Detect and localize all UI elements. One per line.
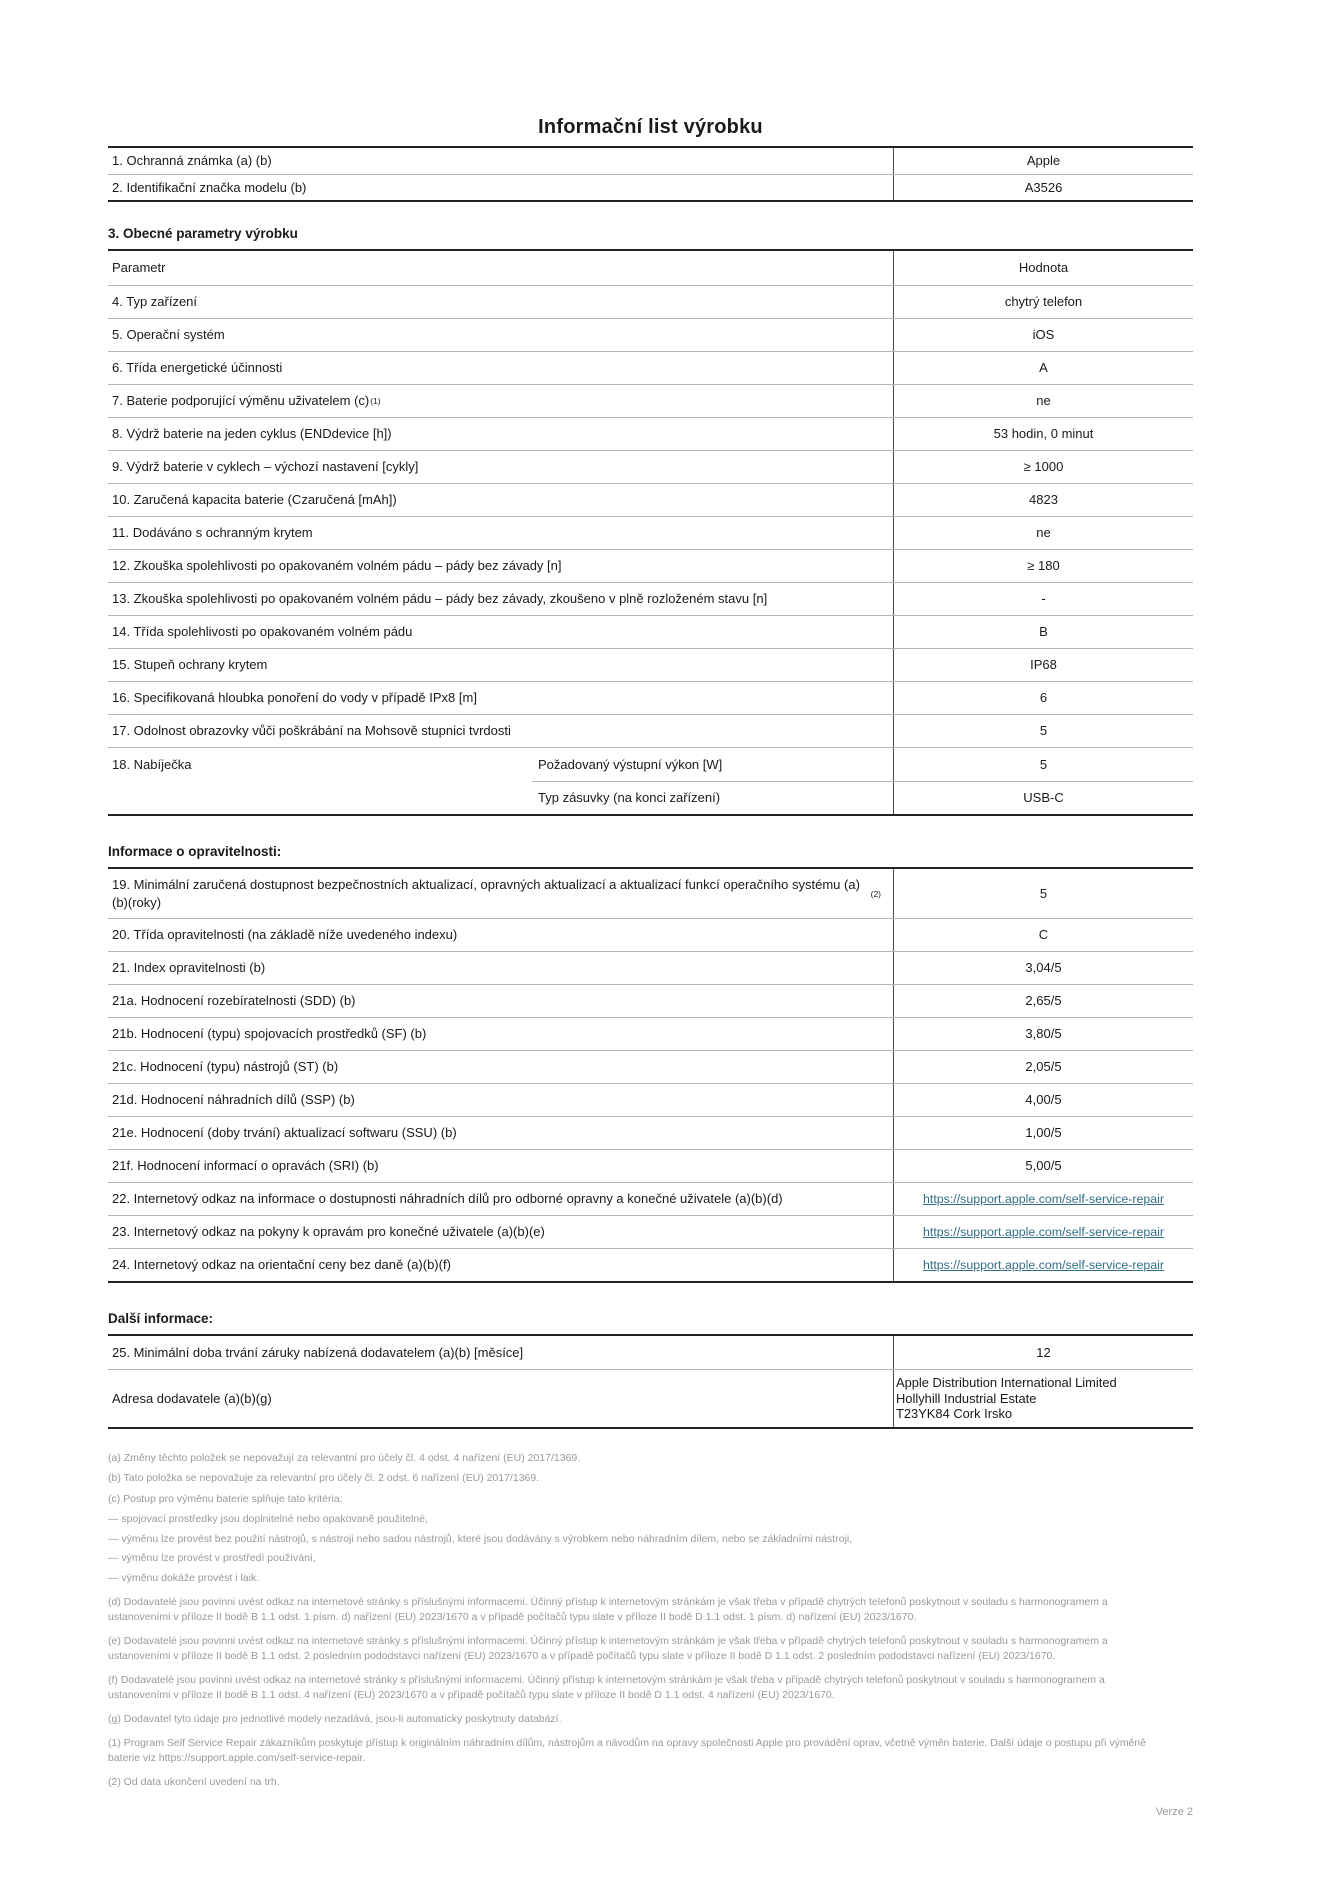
table-row: [108, 1050, 1193, 1083]
charger-subrow: [532, 781, 1193, 814]
address-line: T23YK84 Cork Irsko: [896, 1406, 1013, 1422]
table-header-row: [108, 251, 1193, 285]
table-row: [108, 318, 1193, 351]
table-row: [108, 984, 1193, 1017]
row-label: 19. Minimální zaručená dostupnost bezpečnostních aktualizací, opravných aktualizací a aktualizací funkcí operačního systému (a)(b)(roky) (2): [112, 877, 881, 910]
row-value: [893, 1216, 1193, 1248]
row-label-text: 12. Zkouška spolehlivosti po opakovaném volném pádu – pády bez závady [n]: [112, 558, 562, 574]
row-label: [108, 319, 893, 351]
row-value: 4823: [893, 484, 1193, 516]
row-label-text: 10. Zaručená kapacita baterie (Czaručená [mAh]): [112, 492, 397, 508]
row-value: B: [893, 616, 1193, 648]
repairability-table: [108, 867, 1193, 1283]
row-label-text: 21d. Hodnocení náhradních dílů (SSP) (b): [112, 1092, 355, 1108]
row-value: 3,80/5: [893, 1018, 1193, 1050]
row-value: IP68: [893, 649, 1193, 681]
footnote: (f) Dodavatelé jsou povinni uvést odkaz na internetové stránky s příslušnými informacemi. Účinný přístup k internetovým stránkám je však třeba v případě chytrých telefonů poskytnout v souladu s harmonogramem a ustanoveními v příloze II bodě B 1.1 odst. 4 nařízení (EU) 2023/1670 a v případě počítačů typu slate v příloze II bodě D 1.1 odst. 4 nařízení (EU) 2023/1670.: [108, 1674, 1105, 1701]
row-label: [108, 1150, 893, 1182]
table-row: [108, 549, 1193, 582]
footnote: (b) Tato položka se nepovažuje za relevantní pro účely čl. 2 odst. 6 nařízení (EU) 2017/1369.: [108, 1472, 540, 1485]
row-value: A3526: [893, 175, 1193, 201]
address-line: Apple Distribution International Limited: [896, 1375, 1117, 1391]
subrow-value: 5: [893, 748, 1193, 781]
row-label: [108, 583, 893, 615]
footnote: (2) Od data ukončení uvedení na trh.: [108, 1776, 280, 1789]
row-label-text: 13. Zkouška spolehlivosti po opakovaném volném pádu – pády bez závady, zkoušeno v plně rozloženém stavu [n]: [112, 591, 768, 607]
table-row: [108, 1248, 1193, 1281]
row-label-text: 21f. Hodnocení informací o opravách (SRI) (b): [112, 1158, 379, 1174]
table-row: [108, 417, 1193, 450]
identification-table: [108, 146, 1193, 202]
supplier-address-row: [108, 1369, 1193, 1427]
table-row: [108, 582, 1193, 615]
row-label-text: 21b. Hodnocení (typu) spojovacích prostředků (SF) (b): [112, 1026, 427, 1042]
row-label-text: 24. Internetový odkaz na orientační ceny bez daně (a)(b)(f): [112, 1257, 451, 1273]
row-value: chytrý telefon: [893, 286, 1193, 318]
column-header-hodnota: Hodnota: [893, 251, 1193, 285]
table-row: [108, 1215, 1193, 1248]
row-value: 4,00/5: [893, 1084, 1193, 1116]
charger-row: [108, 747, 1193, 814]
row-label: [108, 649, 893, 681]
row-value: C: [893, 919, 1193, 951]
row-value: [893, 1183, 1193, 1215]
table-row: [108, 1182, 1193, 1215]
footnote: (e) Dodavatelé jsou povinni uvést odkaz na internetové stránky s příslušnými informacemi. Účinný přístup k internetovým stránkám je však třeba v případě chytrých telefonů poskytnout v souladu s harmonogramem a ustanoveními v příloze II bodě B 1.1 odst. 2 posledním pododstavci nařízení (EU) 2023/1670 a v případě počítačů typu slate v příloze II bodě D 1.1 odst. 2 posledním pododstavci nařízení (EU) 2023/1670.: [108, 1635, 1108, 1662]
footnote: (c) Postup pro výměnu baterie splňuje tato kritéria:: [108, 1492, 343, 1505]
row-label-text: 8. Výdrž baterie na jeden cyklus (ENDdevice [h]): [112, 426, 392, 442]
row-label: [108, 1051, 893, 1083]
row-label-text: 4. Typ zařízení: [112, 294, 198, 310]
table-row: [108, 148, 1193, 174]
row-value: 3,04/5: [893, 952, 1193, 984]
table-row: [108, 951, 1193, 984]
row-label: [108, 1117, 893, 1149]
row-label-text: 21e. Hodnocení (doby trvání) aktualizací softwaru (SSU) (b): [112, 1125, 457, 1141]
row-label-text: 7. Baterie podporující výměnu uživatelem (c): [112, 393, 370, 409]
row-label: 25. Minimální doba trvání záruky nabízená dodavatelem (a)(b) [měsíce]: [112, 1344, 524, 1360]
row-value: ≥ 180: [893, 550, 1193, 582]
row-value: 5,00/5: [893, 1150, 1193, 1182]
footnote: — výměnu dokáže provést i laik.: [108, 1571, 260, 1584]
row-value: 5: [893, 869, 1193, 918]
column-header-parametr: Parametr: [112, 260, 166, 276]
table-row: [108, 1336, 1193, 1369]
row-value: 5: [893, 715, 1193, 747]
table-row: [108, 384, 1193, 417]
row-label-text: 22. Internetový odkaz na informace o dostupnosti náhradních dílů pro odborné opravny a konečné uživatele (a)(b)(d): [112, 1191, 783, 1207]
document-content: [108, 0, 1193, 1818]
row-label: [108, 1084, 893, 1116]
row-value: Apple: [893, 148, 1193, 174]
row-label: [108, 352, 893, 384]
charger-subrow: [532, 748, 1193, 781]
row-label-text: 11. Dodáváno s ochranným krytem: [112, 525, 313, 541]
footnote: — spojovací prostředky jsou doplnitelné nebo opakovaně použitelné,: [108, 1513, 428, 1526]
table-row: [108, 174, 1193, 201]
row-label: [108, 715, 893, 747]
table-row: [108, 869, 1193, 918]
table-row: [108, 1116, 1193, 1149]
footnote: (d) Dodavatelé jsou povinni uvést odkaz na internetové stránky s příslušnými informacemi. Účinný přístup k internetovým stránkám je však třeba v případě chytrých telefonů poskytnout v souladu s harmonogramem a ustanoveními v příloze II bodě B 1.1 odst. 1 písm. d) nařízení (EU) 2023/1670 a v případě počítačů typu slate v příloze II bodě D 1.1 odst. 1 písm. d) nařízení (EU) 2023/1670.: [108, 1596, 1108, 1623]
page-title: Informační list výrobku: [538, 116, 763, 138]
row-label: [108, 952, 893, 984]
footnote: (1) Program Self Service Repair zákazníkům poskytuje přístup k originálním náhradním dílům, nástrojům a návodům na opravy společnosti Apple pro provádění oprav, včetně výměn baterie. Další údaje o postupu při výměně baterie viz https://support.apple.com/self-service-repair.: [108, 1737, 1147, 1764]
row-label-text: 15. Stupeň ochrany krytem: [112, 657, 268, 673]
row-label: Adresa dodavatele (a)(b)(g): [112, 1390, 272, 1406]
row-value: 1,00/5: [893, 1117, 1193, 1149]
table-row: [108, 1149, 1193, 1182]
row-label: [108, 1018, 893, 1050]
row-label: [108, 484, 893, 516]
row-label-text: 17. Odolnost obrazovky vůči poškrábání na Mohsově stupnici tvrdosti: [112, 723, 511, 739]
row-label-text: 21a. Hodnocení rozebíratelnosti (SDD) (b): [112, 993, 356, 1009]
row-label: 1. Ochranná známka (a) (b): [112, 153, 272, 168]
support-link[interactable]: https://support.apple.com/self-service-repair: [922, 1191, 1165, 1206]
table-row: [108, 351, 1193, 384]
subrow-label: Typ zásuvky (na konci zařízení): [538, 790, 721, 806]
support-link[interactable]: https://support.apple.com/self-service-repair: [922, 1257, 1165, 1272]
version-label: Verze 2: [1155, 1805, 1193, 1818]
row-label-text: 9. Výdrž baterie v cyklech – výchozí nastavení [cykly]: [112, 459, 419, 475]
subrow-value: USB-C: [893, 782, 1193, 814]
footnotes: [108, 1451, 1156, 1790]
general-parameters-table: [108, 249, 1193, 816]
row-label: [108, 919, 893, 951]
section-repair-heading: Informace o opravitelnosti:: [108, 844, 282, 860]
row-label: [108, 985, 893, 1017]
subrow-label: Požadovaný výstupní výkon [W]: [538, 756, 723, 772]
table-row: [108, 285, 1193, 318]
row-label: [108, 550, 893, 582]
row-value: 53 hodin, 0 minut: [893, 418, 1193, 450]
row-label-text: 21c. Hodnocení (typu) nástrojů (ST) (b): [112, 1059, 339, 1075]
row-label: [108, 286, 893, 318]
footnote: — výměnu lze provést v prostředí používání,: [108, 1552, 316, 1565]
row-value: 6: [893, 682, 1193, 714]
row-label-text: 20. Třída opravitelnosti (na základě níže uvedeného indexu): [112, 927, 458, 943]
table-row: [108, 648, 1193, 681]
row-value: 2,65/5: [893, 985, 1193, 1017]
row-value: 12: [893, 1336, 1193, 1369]
table-row: [108, 714, 1193, 747]
footnote: (g) Dodavatel tyto údaje pro jednotlivé modely nezadává, jsou-li automaticky poskytnuty databází.: [108, 1712, 562, 1725]
row-label: 18. Nabíječka: [112, 757, 192, 773]
table-row: [108, 1083, 1193, 1116]
row-label-text: 21. Index opravitelnosti (b): [112, 960, 266, 976]
row-label-text: 14. Třída spolehlivosti po opakovaném volném pádu: [112, 624, 413, 640]
row-value: ne: [893, 385, 1193, 417]
row-label: [108, 1249, 893, 1281]
table-row: [108, 483, 1193, 516]
supplier-address: [893, 1370, 1193, 1427]
table-row: [108, 918, 1193, 951]
row-label: [108, 1216, 893, 1248]
row-label: [108, 616, 893, 648]
address-line: Hollyhill Industrial Estate: [896, 1390, 1037, 1406]
table-row: [108, 1017, 1193, 1050]
row-label: [108, 418, 893, 450]
row-label: [108, 682, 893, 714]
row-value: iOS: [893, 319, 1193, 351]
row-label-text: 19. Minimální zaručená dostupnost bezpečnostních aktualizací, opravných aktualizací a aktualizací funkcí operačního systému (a)(b)(roky): [112, 877, 860, 910]
row-label-text: 5. Operační systém: [112, 327, 225, 343]
row-label-text: 23. Internetový odkaz na pokyny k opravám pro konečné uživatele (a)(b)(e): [112, 1224, 545, 1240]
table-row: [108, 516, 1193, 549]
row-label: 2. Identifikační značka modelu (b): [112, 179, 307, 195]
row-value: 2,05/5: [893, 1051, 1193, 1083]
table-row: [108, 615, 1193, 648]
row-label-text: 6. Třída energetické účinnosti: [112, 360, 283, 376]
footnote: — výměnu lze provést bez použití nástrojů, s nástroji nebo sadou nástrojů, které jsou dodávány s výrobkem nebo náhradním dílem, nebo se základními nástroji,: [108, 1532, 853, 1545]
row-value: [893, 1249, 1193, 1281]
other-info-table: [108, 1334, 1193, 1429]
row-label: [108, 517, 893, 549]
row-value: ne: [893, 517, 1193, 549]
section-other-heading: Další informace:: [108, 1311, 214, 1327]
row-value: -: [893, 583, 1193, 615]
footnote: (a) Změny těchto položek se nepovažují za relevantní pro účely čl. 4 odst. 4 nařízení (EU) 2017/1369.: [108, 1451, 581, 1464]
section-general-heading: 3. Obecné parametry výrobku: [108, 226, 298, 242]
support-link[interactable]: https://support.apple.com/self-service-repair: [922, 1224, 1165, 1239]
row-label-text: 16. Specifikovaná hloubka ponoření do vody v případě IPx8 [m]: [112, 690, 477, 706]
row-value: ≥ 1000: [893, 451, 1193, 483]
row-label: 7. Baterie podporující výměnu uživatelem (c) (1): [112, 393, 381, 409]
table-row: [108, 450, 1193, 483]
row-label: [108, 1183, 893, 1215]
table-row: [108, 681, 1193, 714]
charger-subrows: [532, 748, 1193, 814]
row-value: A: [893, 352, 1193, 384]
row-label: [108, 451, 893, 483]
